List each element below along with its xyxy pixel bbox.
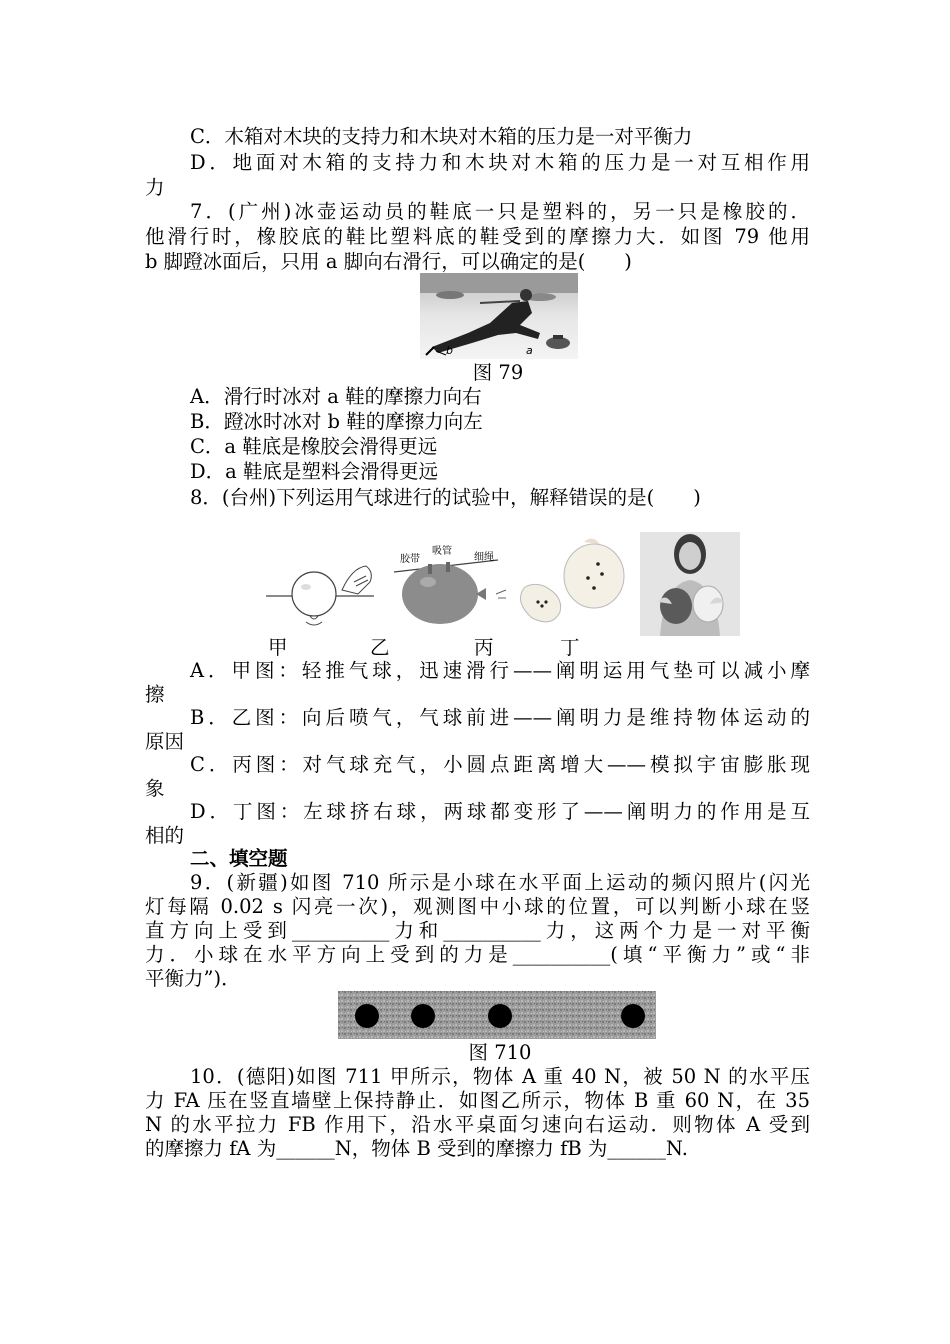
label-jia: 甲 xyxy=(268,636,288,659)
q7-stem-line2: 他滑行时，橡胶底的鞋比塑料底的鞋受到的摩擦力大．如图 79 他用 xyxy=(145,225,810,248)
q9-stem-line4: 力．小球在水平方向上受到的力是__________(填“平衡力”或“非 xyxy=(145,943,810,966)
label-b: b xyxy=(446,344,453,357)
string-annotation: 细绳 xyxy=(474,552,494,563)
straw-annotation: 吸管 xyxy=(432,546,452,557)
q10-stem-line4: 的摩擦力 fA 为______N，物体 B 受到的摩擦力 fB 为______N. xyxy=(145,1137,688,1160)
q8-option-c-cont: 象 xyxy=(145,777,165,800)
q6-option-d-cont: 力 xyxy=(145,176,165,199)
label-a: a xyxy=(526,344,533,357)
figure-79-caption: 图 79 xyxy=(472,361,524,384)
q8-option-a: A．甲图：轻推气球，迅速滑行——阐明运用气垫可以减小摩 xyxy=(190,659,810,682)
q9-stem-line2: 灯每隔 0.02 s 闪亮一次)，观测图中小球的位置，可以判断小球在竖 xyxy=(145,895,810,918)
q8-option-b: B．乙图：向后喷气，气球前进——阐明力是维持物体运动的 xyxy=(190,706,810,729)
q7-option-d: D．a 鞋底是塑料会滑得更远 xyxy=(190,460,438,483)
balloon-figure xyxy=(262,532,742,636)
q9-stem-line3: 直方向上受到__________力和__________力，这两个力是一对平衡 xyxy=(145,919,810,942)
q7-option-c: C．a 鞋底是橡胶会滑得更远 xyxy=(190,435,438,458)
label-ding: 丁 xyxy=(560,636,580,659)
tape-annotation: 胶带 xyxy=(400,554,420,565)
q6-option-c: C．木箱对木块的支持力和木块对木箱的压力是一对平衡力 xyxy=(190,125,693,148)
q8-option-d: D．丁图：左球挤右球，两球都变形了——阐明力的作用是互 xyxy=(190,800,810,823)
strobe-photo xyxy=(338,991,656,1039)
label-yi: 乙 xyxy=(370,636,390,659)
q8-option-b-cont: 原因 xyxy=(145,730,185,753)
q6-option-d: D．地面对木箱的支持力和木块对木箱的压力是一对互相作用 xyxy=(190,151,810,174)
q8-option-a-cont: 擦 xyxy=(145,683,165,706)
q9-stem-line5: 平衡力”)． xyxy=(145,967,241,990)
curling-photo xyxy=(420,273,578,359)
q8-option-d-cont: 相的 xyxy=(145,824,185,847)
figure-710-caption: 图 710 xyxy=(468,1041,532,1064)
q8-option-c: C．丙图：对气球充气，小圆点距离增大——模拟宇宙膨胀现 xyxy=(190,753,810,776)
q7-option-b: B．蹬冰时冰对 b 鞋的摩擦力向左 xyxy=(190,410,483,433)
q7-stem-line3: b 脚蹬冰面后，只用 a 脚向右滑行，可以确定的是( ) xyxy=(145,250,632,273)
label-bing: 丙 xyxy=(474,636,494,659)
q10-stem-line3: N 的水平拉力 FB 作用下，沿水平桌面匀速向右运动．则物体 A 受到 xyxy=(145,1113,810,1136)
q7-stem-line1: 7．(广州)冰壶运动员的鞋底一只是塑料的，另一只是橡胶的． xyxy=(190,200,810,223)
q10-stem-line2: 力 FA 压在竖直墙壁上保持静止．如图乙所示，物体 B 重 60 N，在 35 xyxy=(145,1089,810,1112)
q9-stem-line1: 9．(新疆)如图 710 所示是小球在水平面上运动的频闪照片(闪光 xyxy=(190,871,810,894)
q7-option-a: A．滑行时冰对 a 鞋的摩擦力向右 xyxy=(190,385,482,408)
section-heading-fill-in: 二、填空题 xyxy=(190,847,288,870)
q8-stem: 8．(台州)下列运用气球进行的试验中，解释错误的是( ) xyxy=(190,486,701,509)
q10-stem-line1: 10．(德阳)如图 711 甲所示，物体 A 重 40 N，被 50 N 的水平压 xyxy=(190,1065,810,1088)
